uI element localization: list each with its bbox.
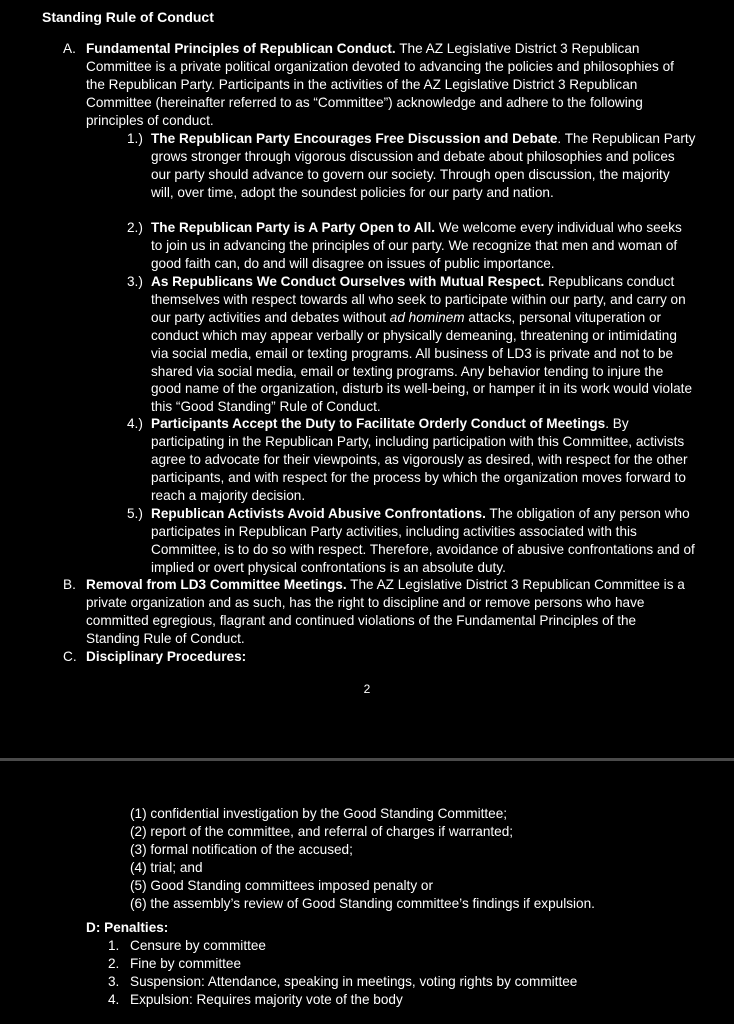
- principle-2-marker: 2.): [127, 220, 143, 235]
- section-b-heading: Removal from LD3 Committee Meetings.: [86, 577, 347, 592]
- principle-4-body: . By participating in the Republican Party, including participation with this Committee, activists agree to advocate for their viewpoints, as vigorously as desired, with respect for the other participants, and with respect for the process by which the organization moves forward to reach a majority decision.: [151, 416, 688, 503]
- penalty-1-text: Censure by committee: [130, 938, 266, 953]
- penalty-item-4: [108, 991, 690, 1009]
- section-b-marker: B.: [63, 577, 76, 592]
- principle-item-5: [127, 505, 696, 577]
- principle-item-3: [127, 273, 696, 416]
- principle-5-heading: Republican Activists Avoid Abusive Confrontations.: [151, 506, 486, 521]
- section-c-heading: Disciplinary Procedures:: [86, 649, 247, 664]
- procedure-item-6: (6) the assembly’s review of Good Standing committee’s findings if expulsion.: [130, 896, 595, 911]
- procedure-item-4: (4) trial; and: [130, 860, 203, 875]
- penalty-2-marker: 2.: [108, 956, 120, 971]
- principle-4-heading: Participants Accept the Duty to Facilitate Orderly Conduct of Meetings: [151, 416, 606, 431]
- section-a-heading: Fundamental Principles of Republican Conduct.: [86, 41, 396, 56]
- principle-3-marker: 3.): [127, 274, 143, 289]
- section-b: [63, 576, 692, 648]
- section-c-marker: C.: [63, 649, 77, 664]
- section-a-body: The AZ Legislative District 3 Republican Committee is a private political organization devoted to advancing the policies and philosophies of the Republican Party. Participants in the activities of the AZ Legislative District 3 Republican Committee (hereinafter referred to as “Committee”) acknowledge and adhere to the following principles of conduct.: [86, 41, 674, 128]
- principle-3-heading: As Republicans We Conduct Ourselves with Mutual Respect.: [151, 274, 545, 289]
- penalty-item-1: [108, 937, 690, 955]
- section-a-marker: A.: [63, 41, 76, 56]
- principle-1-body: . The Republican Party grows stronger through vigorous discussion and debate about philosophies and polices our party should advance to govern our society. Through open discussion, the majority will, over time, adopt the soundest policies for our party and nation.: [151, 131, 696, 200]
- procedure-item-2: (2) report of the committee, and referral of charges if warranted;: [130, 824, 514, 839]
- document-title: Standing Rule of Conduct: [42, 9, 214, 25]
- penalty-4-text: Expulsion: Requires majority vote of the body: [130, 992, 403, 1007]
- penalty-3-text: Suspension: Attendance, speaking in meetings, voting rights by committee: [130, 974, 578, 989]
- page-break-divider: [0, 758, 734, 761]
- principle-item-4: [127, 415, 696, 505]
- principle-item-1: [127, 130, 696, 202]
- penalty-4-marker: 4.: [108, 992, 120, 1007]
- penalties-heading: D: Penalties:: [86, 920, 169, 935]
- principle-item-2: [127, 219, 696, 273]
- penalty-item-2: [108, 955, 690, 973]
- penalty-2-text: Fine by committee: [130, 956, 242, 971]
- principle-5-marker: 5.): [127, 506, 143, 521]
- section-c: [63, 648, 692, 666]
- section-a: [63, 40, 692, 130]
- page-number: 2: [363, 682, 371, 696]
- principle-3-body-start: Republicans conduct themselves with respect towards all who seek to participate within our party, and carry on our party activities and debates without: [151, 274, 686, 325]
- principle-3-italic-term: ad hominem: [389, 309, 465, 325]
- principle-1-marker: 1.): [127, 131, 143, 146]
- document-page-2: [0, 762, 734, 1024]
- procedure-item-1: (1) confidential investigation by the Good Standing Committee;: [130, 806, 508, 821]
- principle-5-body: The obligation of any person who participates in Republican Party activities, including activities associated with this Committee, is to do so with respect. Therefore, avoidance of abusive confrontations and of implied or overt physical confrontations is an absolute duty.: [151, 506, 695, 575]
- principle-1-heading: The Republican Party Encourages Free Discussion and Debate: [151, 131, 558, 146]
- penalty-1-marker: 1.: [108, 938, 120, 953]
- principle-2-heading: The Republican Party is A Party Open to All.: [151, 220, 436, 235]
- principle-2-body: We welcome every individual who seeks to join us in advancing the principles of our party. We recognize that men and woman of good faith can, do and will disagree on issues of public importance.: [151, 220, 682, 271]
- penalty-item-3: [108, 973, 690, 991]
- penalty-3-marker: 3.: [108, 974, 120, 989]
- section-b-body: The AZ Legislative District 3 Republican Committee is a private organization and as such, has the right to discipline and or remove persons who have committed egregious, flagrant and continued violations of the Fundamental Principles of the Standing Rule of Conduct.: [86, 577, 685, 646]
- procedure-item-3: (3) formal notification of the accused;: [130, 842, 353, 857]
- procedure-item-5: (5) Good Standing committees imposed penalty or: [130, 878, 433, 893]
- principle-4-marker: 4.): [127, 416, 143, 431]
- principle-3-body-end: attacks, personal vituperation or conduct which may appear verbally or physically demeaning, threatening or intimidating via social media, email or texting programs. All business of LD3 is private and not to be shared via social media, email or texting programs. Any behavior tending to injure the good name of the organization, disturb its well-being, or hamper it in its work would violate this “Good Standing” Rule of Conduct.: [151, 309, 693, 415]
